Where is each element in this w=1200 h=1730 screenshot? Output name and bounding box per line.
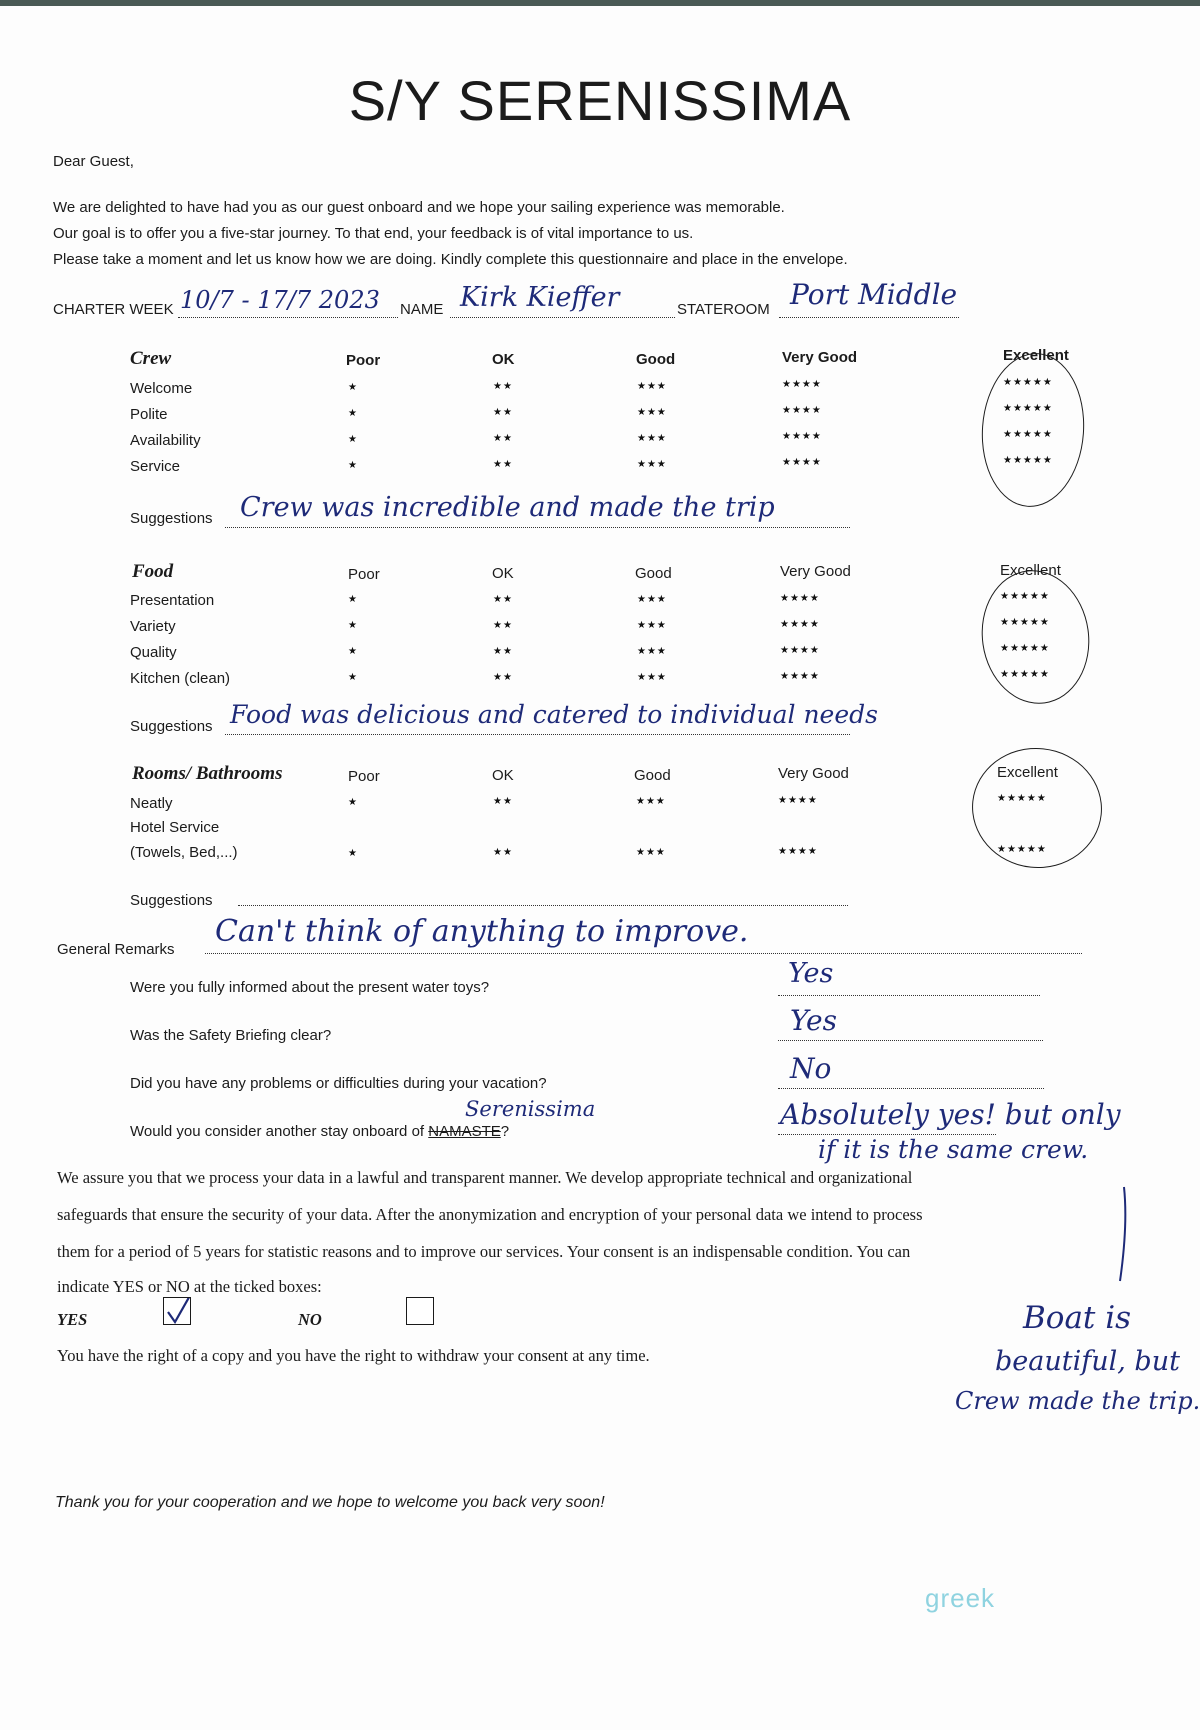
data-notice-line-1: We assure you that we process your data in a lawful and transparent manner. We develop appropriate technical and organizational	[57, 1168, 913, 1187]
star-2[interactable]: ★★	[493, 620, 513, 631]
rooms-suggestions-line	[238, 905, 848, 906]
charter-week-label: CHARTER WEEK	[53, 301, 174, 318]
answer-problems[interactable]: No	[790, 1052, 832, 1085]
star-1[interactable]: ★	[348, 672, 358, 683]
food-item-variety: Variety	[130, 618, 176, 635]
star-4[interactable]: ★★★★	[780, 671, 820, 682]
consent-yes-checkbox[interactable]	[163, 1297, 191, 1325]
section-food-title: Food	[132, 561, 174, 582]
stateroom-line	[779, 317, 959, 318]
star-5[interactable]: ★★★★★	[1003, 377, 1053, 388]
margin-bracket	[1108, 1185, 1138, 1285]
consent-no-label: NO	[298, 1310, 322, 1329]
star-3[interactable]: ★★★	[637, 672, 667, 683]
name-label: NAME	[400, 301, 444, 318]
star-2[interactable]: ★★	[493, 594, 513, 605]
star-5[interactable]: ★★★★★	[1000, 669, 1050, 680]
data-notice-line-2: safeguards that ensure the security of your data. After the anonymization and encryption of your personal data we intend to process	[57, 1205, 923, 1224]
question-safety-briefing: Was the Safety Briefing clear?	[130, 1027, 332, 1044]
question-problems: Did you have any problems or difficulties during your vacation?	[130, 1075, 547, 1092]
answer-line	[778, 1040, 1043, 1041]
star-5[interactable]: ★★★★★	[1003, 455, 1053, 466]
data-notice-line-4: indicate YES or NO at the ticked boxes:	[57, 1277, 322, 1296]
star-1[interactable]: ★	[348, 848, 358, 859]
col-excellent: Excellent	[1003, 347, 1069, 364]
name-line	[450, 317, 675, 318]
star-3[interactable]: ★★★	[637, 407, 667, 418]
crew-item-polite: Polite	[130, 406, 168, 423]
general-remarks-value[interactable]: Can't think of anything to improve.	[215, 914, 749, 949]
food-suggestions-label: Suggestions	[130, 718, 213, 735]
answer-line	[778, 1088, 1044, 1089]
crew-item-service: Service	[130, 458, 181, 475]
data-notice-line-3: them for a period of 5 years for statistic reasons and to improve our services. Your consent is an indispensable condition. You can	[57, 1242, 911, 1261]
col-excellent: Excellent	[1000, 562, 1061, 579]
star-2[interactable]: ★★	[493, 407, 513, 418]
rooms-item-hotel-service: Hotel Service	[130, 819, 220, 836]
intro-line-3: Please take a moment and let us know how we are doing. Kindly complete this questionnaire and place in the envelope.	[53, 251, 848, 268]
answer-safety-briefing[interactable]: Yes	[790, 1004, 837, 1037]
star-4[interactable]: ★★★★	[780, 645, 820, 656]
star-5[interactable]: ★★★★★	[1003, 429, 1053, 440]
star-5[interactable]: ★★★★★	[997, 844, 1047, 855]
star-1[interactable]: ★	[348, 646, 358, 657]
star-2[interactable]: ★★	[493, 672, 513, 683]
name-value[interactable]: Kirk Kieffer	[460, 282, 620, 313]
general-remarks-label: General Remarks	[57, 941, 175, 958]
star-1[interactable]: ★	[348, 797, 358, 808]
col-very-good: Very Good	[778, 765, 849, 782]
crew-item-availability: Availability	[130, 432, 201, 449]
col-ok: OK	[492, 767, 514, 784]
col-poor: Poor	[346, 352, 381, 369]
charter-week-value[interactable]: 10/7 - 17/7 2023	[180, 286, 380, 314]
struck-boat-name: NAMASTE	[428, 1123, 501, 1140]
star-2[interactable]: ★★	[493, 459, 513, 470]
star-4[interactable]: ★★★★	[778, 795, 818, 806]
crew-item-welcome: Welcome	[130, 380, 193, 397]
food-item-kitchen: Kitchen (clean)	[130, 670, 231, 687]
general-remarks-line	[205, 953, 1082, 954]
star-2[interactable]: ★★	[493, 847, 513, 858]
star-2[interactable]: ★★	[493, 796, 513, 807]
answer-line	[778, 995, 1040, 996]
star-1[interactable]: ★	[348, 620, 358, 631]
watermark-logo: greek	[925, 1583, 996, 1613]
star-1[interactable]: ★	[348, 460, 358, 471]
col-good: Good	[636, 351, 676, 368]
question-another-stay	[130, 1123, 509, 1140]
section-crew-title: Crew	[130, 348, 172, 369]
star-4[interactable]: ★★★★	[780, 619, 820, 630]
col-poor: Poor	[348, 768, 380, 785]
margin-note-line-1[interactable]: Boat is	[1023, 1300, 1132, 1336]
star-3[interactable]: ★★★	[637, 594, 667, 605]
star-4[interactable]: ★★★★	[782, 405, 822, 416]
col-good: Good	[634, 767, 671, 784]
star-3[interactable]: ★★★	[636, 796, 666, 807]
star-3[interactable]: ★★★	[636, 847, 666, 858]
star-2[interactable]: ★★	[493, 433, 513, 444]
stateroom-label: STATEROOM	[677, 301, 770, 318]
star-2[interactable]: ★★	[493, 646, 513, 657]
food-item-quality: Quality	[130, 644, 177, 661]
star-1[interactable]: ★	[348, 382, 358, 393]
question-mark: ?	[500, 1123, 510, 1140]
page-title: S/Y SERENISSIMA	[348, 69, 852, 132]
star-3[interactable]: ★★★	[637, 459, 667, 470]
col-ok: OK	[492, 351, 515, 368]
right-notice: You have the right of a copy and you have the right to withdraw your consent at any time.	[57, 1346, 650, 1365]
col-excellent: Excellent	[997, 764, 1058, 781]
col-poor: Poor	[348, 566, 380, 583]
rooms-suggestions-label: Suggestions	[130, 892, 213, 909]
excellent-selection-circle	[973, 563, 1098, 711]
excellent-selection-circle	[966, 742, 1108, 875]
charter-week-line	[178, 317, 398, 318]
food-suggestions-value[interactable]: Food was delicious and catered to individual needs	[230, 700, 878, 729]
crew-suggestions-value[interactable]: Crew was incredible and made the trip	[240, 492, 775, 523]
star-4[interactable]: ★★★★	[780, 593, 820, 604]
star-3[interactable]: ★★★	[637, 381, 667, 392]
question-another-stay-text: Would you consider another stay onboard of	[130, 1123, 429, 1140]
food-suggestions-line	[225, 734, 850, 735]
star-3[interactable]: ★★★	[637, 433, 667, 444]
star-1[interactable]: ★	[348, 434, 358, 445]
star-4[interactable]: ★★★★	[782, 457, 822, 468]
food-item-presentation: Presentation	[130, 592, 215, 609]
intro-line-2: Our goal is to offer you a five-star journey. To that end, your feedback is of vital importance to us.	[53, 225, 694, 242]
star-5[interactable]: ★★★★★	[1003, 403, 1053, 414]
scan-edge	[0, 0, 1200, 6]
intro-line-1: We are delighted to have had you as our guest onboard and we hope your sailing experience was memorable.	[53, 199, 785, 216]
crew-suggestions-label: Suggestions	[130, 510, 213, 527]
col-very-good: Very Good	[782, 349, 858, 366]
col-very-good: Very Good	[780, 563, 851, 580]
rooms-item-neatly: Neatly	[130, 795, 173, 812]
closing-text: Thank you for your cooperation and we hope to welcome you back very soon!	[55, 1494, 605, 1511]
star-5[interactable]: ★★★★★	[1000, 643, 1050, 654]
greeting: Dear Guest,	[53, 153, 134, 170]
star-5[interactable]: ★★★★★	[997, 793, 1047, 804]
star-3[interactable]: ★★★	[637, 620, 667, 631]
answer-water-toys[interactable]: Yes	[788, 958, 834, 989]
stateroom-value[interactable]: Port Middle	[790, 278, 958, 311]
star-4[interactable]: ★★★★	[778, 846, 818, 857]
consent-yes-label: YES	[57, 1310, 88, 1329]
star-1[interactable]: ★	[348, 594, 358, 605]
star-3[interactable]: ★★★	[637, 646, 667, 657]
star-2[interactable]: ★★	[493, 381, 513, 392]
boat-name-correction[interactable]: Serenissima	[465, 1097, 596, 1121]
rooms-item-towels: (Towels, Bed,...)	[130, 844, 238, 861]
answer-another-stay-continued[interactable]: if it is the same crew.	[818, 1135, 1089, 1164]
question-water-toys: Were you fully informed about the present water toys?	[130, 979, 490, 996]
section-rooms-title: Rooms/ Bathrooms	[132, 763, 283, 784]
star-4[interactable]: ★★★★	[782, 379, 822, 390]
col-good: Good	[635, 565, 672, 582]
crew-suggestions-line	[225, 527, 850, 528]
margin-note-line-3[interactable]: Crew made the trip.	[955, 1387, 1200, 1415]
check-mark-icon	[164, 1298, 190, 1324]
answer-another-stay[interactable]: Absolutely yes! but only	[780, 1098, 1121, 1131]
star-4[interactable]: ★★★★	[782, 431, 822, 442]
excellent-selection-circle	[977, 350, 1089, 511]
consent-no-checkbox[interactable]	[406, 1297, 434, 1325]
star-5[interactable]: ★★★★★	[1000, 617, 1050, 628]
col-ok: OK	[492, 565, 514, 582]
star-5[interactable]: ★★★★★	[1000, 591, 1050, 602]
margin-note-line-2[interactable]: beautiful, but	[995, 1346, 1180, 1377]
star-1[interactable]: ★	[348, 408, 358, 419]
